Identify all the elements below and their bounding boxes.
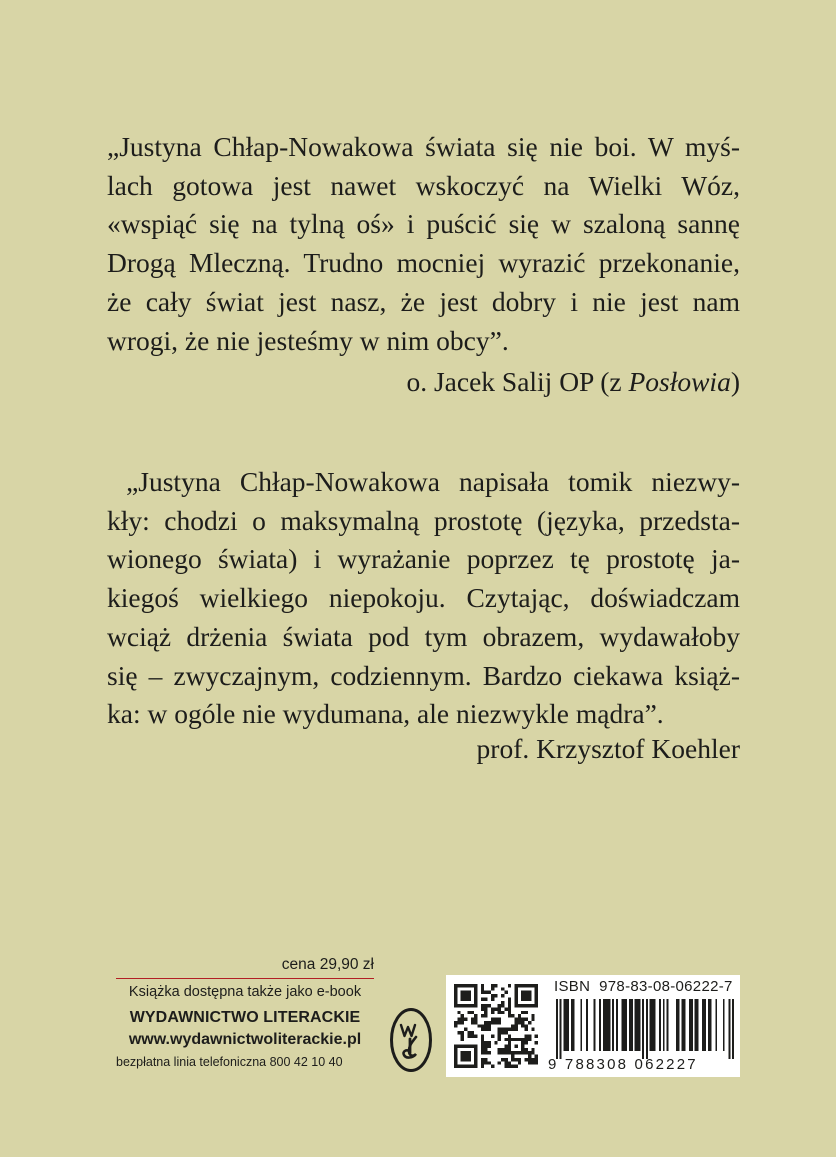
publisher-website: www.wydawnictwoliterackie.pl bbox=[128, 1031, 362, 1048]
code-panel bbox=[446, 975, 740, 1077]
quote-line: «wspiąć się na tylną oś» i puścić się w szaloną sannę bbox=[107, 208, 740, 240]
divider bbox=[116, 978, 374, 979]
ebook-note: Książka dostępna także jako e-book bbox=[128, 984, 362, 1000]
attribution-author: o. Jacek Salij OP (z bbox=[406, 366, 629, 397]
quote-line: się – zwyczajnym, codziennym. Bardzo ciekawa książ- bbox=[107, 659, 740, 691]
quote-line: wrogi, że nie jesteśmy w nim obcy”. bbox=[107, 324, 509, 356]
quote-line: wionego świata) i wyrażanie poprzez tę prostotę ja- bbox=[107, 543, 740, 575]
price: cena 29,90 zł bbox=[281, 956, 374, 973]
attribution-source: Posłowia bbox=[628, 366, 731, 397]
quote-line: że cały świat jest nasz, że jest dobry i nie jest nam bbox=[107, 285, 740, 317]
publisher-name: WYDAWNICTWO LITERACKIE bbox=[129, 1009, 361, 1026]
quote-line: „Justyna Chłap-Nowakowa świata się nie boi. W myś- bbox=[107, 131, 740, 162]
attribution-close: ) bbox=[730, 366, 740, 397]
barcode-digits: 9 788308 062227 bbox=[548, 1056, 698, 1073]
qr-code-icon bbox=[454, 984, 538, 1068]
quote-2 bbox=[107, 463, 740, 734]
quote-line: „Justyna Chłap-Nowakowa napisała tomik niezwy- bbox=[107, 466, 740, 497]
quote-line: kły: chodzi o maksymalną prostotę (języka, przedsta- bbox=[107, 504, 740, 536]
quote-line: lach gotowa jest nawet wskoczyć na Wielki Wóz, bbox=[107, 169, 740, 201]
quote-1 bbox=[107, 128, 740, 360]
quote-line: Drogą Mleczną. Trudno mocniej wyrazić przekonanie, bbox=[107, 247, 740, 279]
publisher-block bbox=[116, 955, 374, 1071]
quote-line: kiegoś wielkiego niepokoju. Czytając, doświadczam bbox=[107, 582, 740, 614]
wl-logo-icon bbox=[389, 1007, 433, 1073]
quote-line: ka: w ogóle nie wydumana, ale niezwykle mądra”. bbox=[107, 698, 664, 730]
barcode-icon bbox=[556, 999, 734, 1059]
quote-1-attribution bbox=[406, 366, 740, 398]
isbn-label: ISBN 978-83-08-06222-7 bbox=[554, 978, 733, 995]
publisher-phone: bezpłatna linia telefoniczna 800 42 10 40 bbox=[116, 1055, 343, 1069]
quote-line: wciąż drżenia świata pod tym obrazem, wydawałoby bbox=[107, 620, 740, 652]
quote-2-attribution: prof. Krzysztof Koehler bbox=[476, 733, 740, 764]
